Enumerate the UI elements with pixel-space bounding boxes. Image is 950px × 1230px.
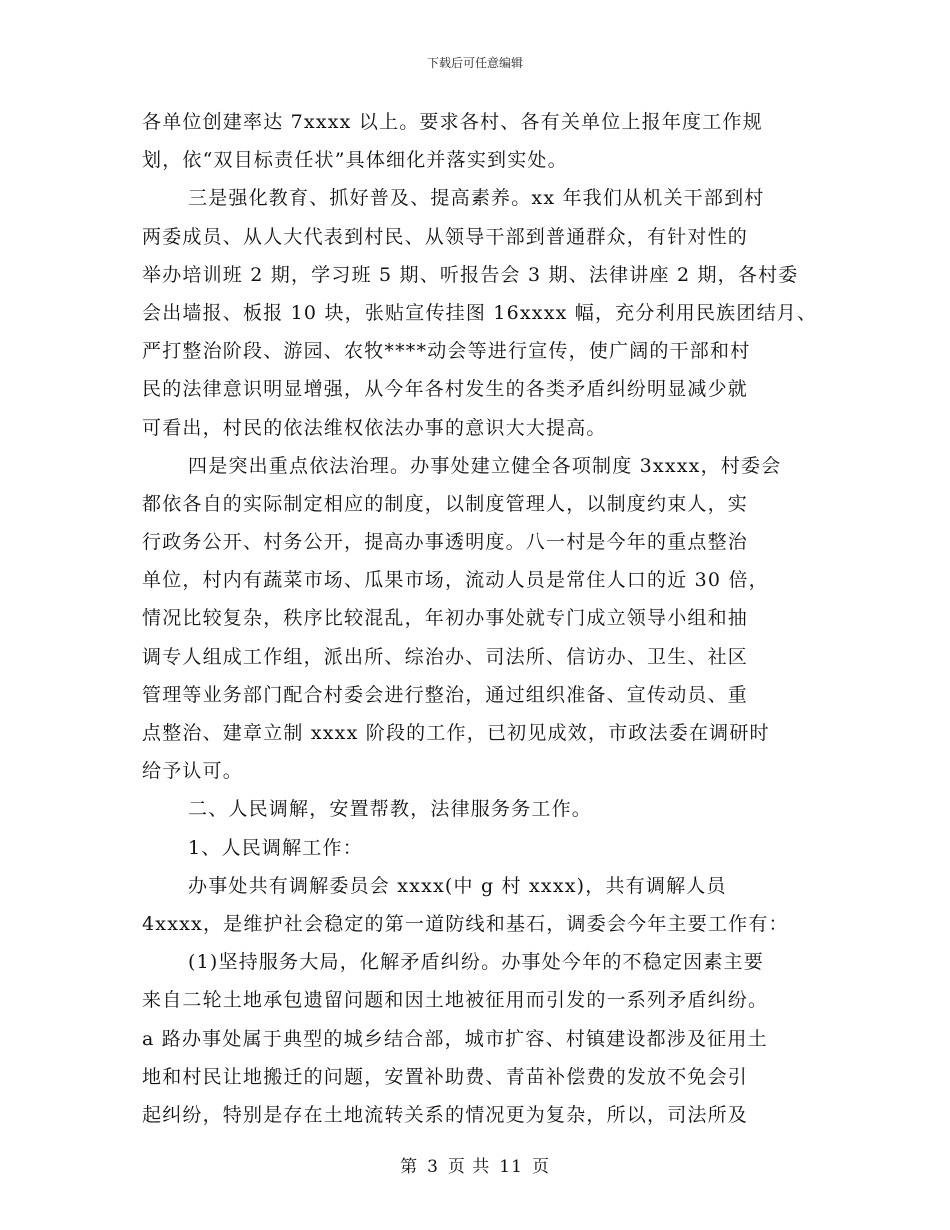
text-line: 划，依“双目标责任状”具体细化并落实到实处。 xyxy=(142,149,568,172)
footer-page-number: 3 xyxy=(427,1157,439,1177)
footer-middle: 页 共 xyxy=(447,1157,491,1177)
text-line: 都依各自的实际制定相应的制度，以制度管理人，以制度约束人，实 xyxy=(142,492,749,515)
text-line: 行政务公开、村务公开，提高办事透明度。八一村是今年的重点整治 xyxy=(142,531,749,554)
footer-prefix: 第 xyxy=(400,1157,419,1177)
text-line: 民的法律意识明显增强，从今年各村发生的各类矛盾纠纷明显减少就 xyxy=(142,378,749,401)
text-line: 举办培训班 2 期，学习班 5 期、听报告会 3 期、法律讲座 2 期，各村委 xyxy=(142,263,799,286)
document-body xyxy=(142,103,832,1134)
text-line: 单位，村内有蔬菜市场、瓜果市场，流动人员是常住人口的近 30 倍， xyxy=(142,569,769,592)
text-line: 三是强化教育、抓好普及、提高素养。xx 年我们从机关干部到村 xyxy=(188,187,765,210)
page-header: 下载后可任意编辑 xyxy=(426,56,523,70)
text-line: 4xxxx，是维护社会稳定的第一道防线和基石，调委会今年主要工作有： xyxy=(142,912,789,935)
text-line: 可看出，村民的依法维权依法办事的意识大大提高。 xyxy=(142,416,607,439)
text-line: 情况比较复杂，秩序比较混乱，年初办事处就专门成立领导小组和抽 xyxy=(142,607,749,630)
footer-total-pages: 11 xyxy=(499,1157,523,1177)
text-line: 1、人民调解工作： xyxy=(188,836,363,859)
text-line: 起纠纷，特别是存在土地流转关系的情况更为复杂，所以，司法所及 xyxy=(142,1103,749,1126)
text-line: 调专人组成工作组，派出所、综治办、司法所、信访办、卫生、社区 xyxy=(142,645,749,668)
text-line: 会出墙报、板报 10 块，张贴宣传挂图 16xxxx 幅，充分利用民族团结月、 xyxy=(142,301,818,324)
text-line: 两委成员、从人大代表到村民、从领导干部到普通群众，有针对性的 xyxy=(142,225,749,248)
text-line: 办事处共有调解委员会 xxxx(中 g 村 xxxx)，共有调解人员 xyxy=(188,874,727,897)
text-line: 管理等业务部门配合村委会进行整治，通过组织准备、宣传动员、重 xyxy=(142,683,749,706)
text-line: 严打整治阶段、游园、农牧****动会等进行宣传，使广阔的干部和村 xyxy=(142,340,751,363)
text-line: 四是突出重点依法治理。办事处建立健全各项制度 3xxxx，村委会 xyxy=(188,454,782,477)
page-footer xyxy=(0,1152,950,1177)
text-line: (1)坚持服务大局，化解矛盾纠纷。办事处今年的不稳定因素主要 xyxy=(188,951,764,974)
text-line: 点整治、建章立制 xxxx 阶段的工作，已初见成效，市政法委在调研时 xyxy=(142,722,770,744)
text-line: 来自二轮土地承包遗留问题和因土地被征用而引发的一系列矛盾纠纷。 xyxy=(142,989,769,1012)
text-line: 各单位创建率达 7xxxx 以上。要求各村、各有关单位上报年度工作规 xyxy=(142,111,763,133)
text-line: 地和村民让地搬迁的问题，安置补助费、青苗补偿费的发放不免会引 xyxy=(142,1065,749,1088)
text-line: 给予认可。 xyxy=(142,760,244,783)
footer-suffix: 页 xyxy=(531,1157,550,1177)
text-line: 二、人民调解，安置帮教，法律服务务工作。 xyxy=(188,798,593,821)
text-line: a 路办事处属于典型的城乡结合部，城市扩容、村镇建设都涉及征用土 xyxy=(142,1027,768,1050)
